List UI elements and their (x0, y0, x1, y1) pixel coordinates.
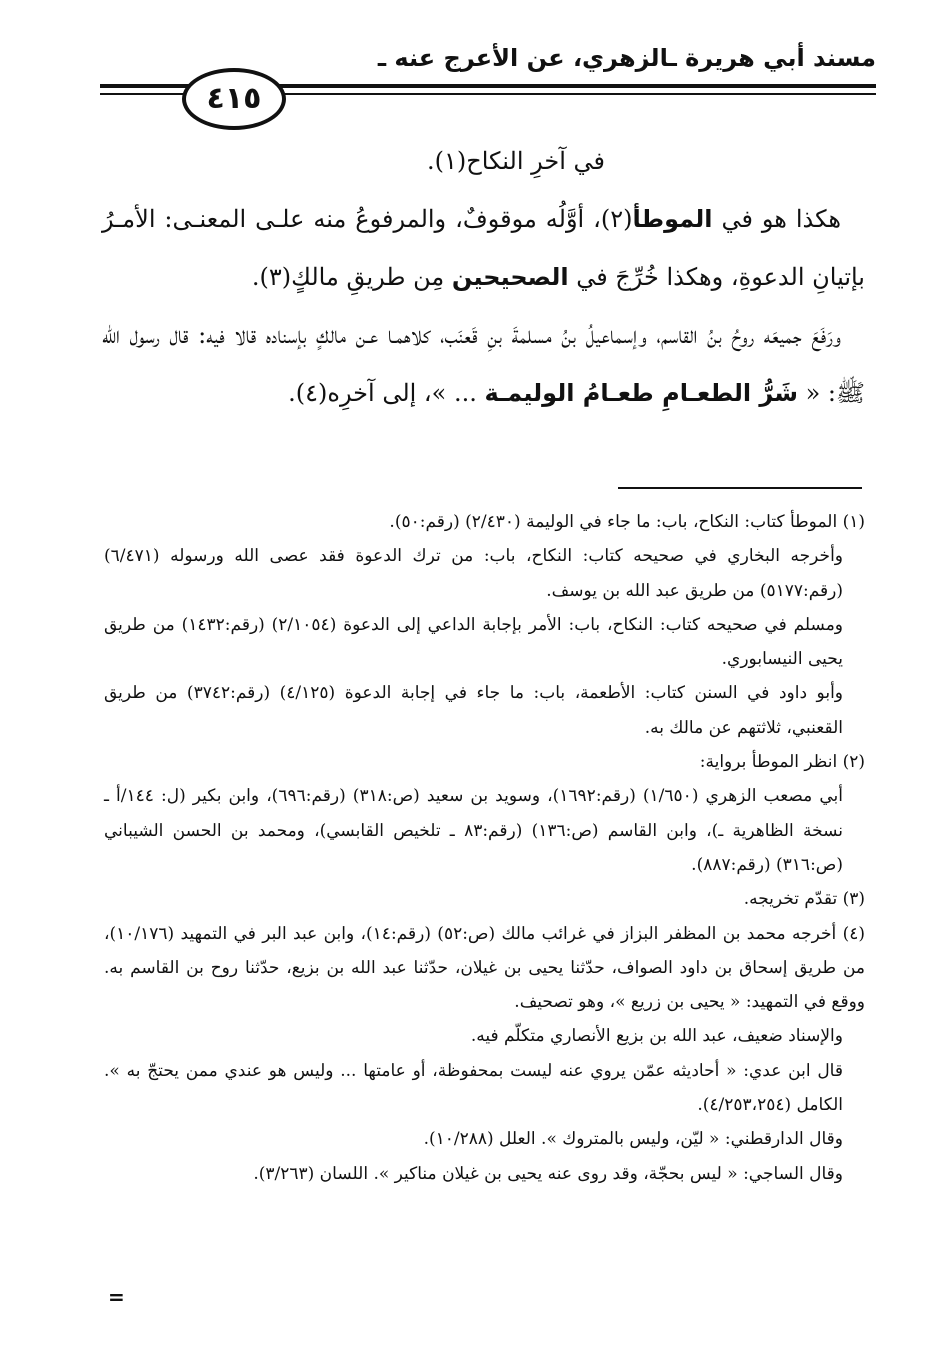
main-line-1: في آخرِ النكاح(١). (426, 147, 605, 175)
footnote-line: أبي مصعب الزهري (١/٦٥٠) (رقم:١٦٩٢)، وسويد بن سعيد (ص:٣١٨) (رقم:٦٩٦)، وابن بكير (ل: ١٤٤/أ ـ نسخة الظاهرية ـ)، وابن القاسم (ص:١٣٦) (رقم:٨٣ ـ تلخيص القابسي)، ومحمد بن الحسن الشيباني (ص:٣١٦) (رقم:٨٨٧). (104, 786, 843, 875)
footnote-line: قال ابن عدي: « أحاديثه عمّن يروي عنه ليست بمحفوظة، أو عامتها ... وليس هو عندي ممن يحتجّ به ». الكامل (٤/٢٥٣،٢٥٤). (104, 1060, 843, 1116)
footnote-line: (٣) تقدّم تخريجه. (743, 889, 865, 910)
main-paragraph-1 (102, 190, 865, 306)
p1-text-e: مِن طريقِ مالكٍ(٣). (251, 263, 452, 291)
bottom-mark: = (108, 1285, 125, 1309)
footnote-line: (٢) انظر الموطأ برواية: (699, 752, 865, 773)
footnote-line: وأخرجه البخاري في صحيحه كتاب: النكاح، باب: من ترك الدعوة فقد عصى الله ورسوله (٦/٤٧١) (رقم:٥١٧٧) من طريق عبد الله بن يوسف. (104, 546, 843, 601)
footnote-line: وقال الساجي: « ليس بحجّة، وقد روى عنه يحيى بن غيلان مناكير ». اللسان (٣/٢٦٣). (253, 1163, 843, 1184)
footnote-line: والإسناد ضعيف، عبد الله بن بزيع الأنصاري متكلّم فيه. (470, 1026, 843, 1047)
p2-text-a: ورَفَعَ جميعَه روحُ بنُ القاسم، وإسماعيلُ بنُ مسلمةَ بنِ قَعنَب، كلاهمـا عـن مالكٍ بإسناده قالا فيه: قال رسول الله ﷺ: « (102, 321, 865, 407)
footnote-line: ومسلم في صحيحه كتاب: النكاح، باب: الأمر بإجابة الداعي إلى الدعوة (٢/١٠٥٤) (رقم:١٤٣٢) من طريق يحيى النيسابوري. (104, 614, 844, 670)
footnote-line: وأبو داود في السنن كتاب: الأطعمة، باب: ما جاء في إجابة الدعوة (٤/١٢٥) (رقم:٣٧٤٢) من طريق القعنبي، ثلاثتهم عن مالك به. (104, 683, 843, 738)
p1-bold-sahihayn: الصحيحين (451, 263, 569, 291)
p2-bold-hadith: شَرُّ الطعـامِ طعـامُ الوليمـة (484, 379, 798, 407)
p1-bold-muwatta: الموطأ (632, 205, 713, 233)
footnote-line: (١) الموطأ كتاب: النكاح، باب: ما جاء في الوليمة (٢/٤٣٠) (رقم:٥٠). (389, 512, 865, 532)
p1-text-a: هكذا هو في (712, 205, 842, 233)
main-paragraph-2 (102, 306, 865, 422)
footnote-line: وقال الدارقطني: « ليّن، وليس بالمتروك ». العلل (١٠/٢٨٨). (423, 1129, 843, 1150)
main-text (102, 132, 865, 422)
p1-text-c: (٢)، أوَّلُه موقوفٌ، والمرفوعُ منه علـى المعنـى: الأمـرُ بإتيانِ الدعوةِ، وهكذا خُرِّجَ في (102, 205, 865, 291)
running-header-title: مسند أبي هريرة ـالزهري، عن الأعرج عنه ـ (377, 44, 876, 72)
page-number-oval: ٤١٥ (182, 68, 286, 130)
footnote-line: (٤) أخرجه محمد بن المظفر البزاز في غرائب مالك (ص:٥٢) (رقم:١٤)، وابن عبد البر في التمهيد (١٠/١٧٦)، من طريق إسحاق بن داود الصواف، حدّثنا يحيى بن غيلان، حدّثنا عبد الله بن بزيع، حدّثنا روح بن القاسم به. ووقع في التمهيد: « يحيى بن زريع »، وهو تصحيف. (104, 923, 865, 1013)
footnotes (104, 505, 865, 1191)
p2-text-c: ... »، إلى آخرِه(٤). (288, 379, 485, 407)
footnote-separator (618, 487, 862, 489)
